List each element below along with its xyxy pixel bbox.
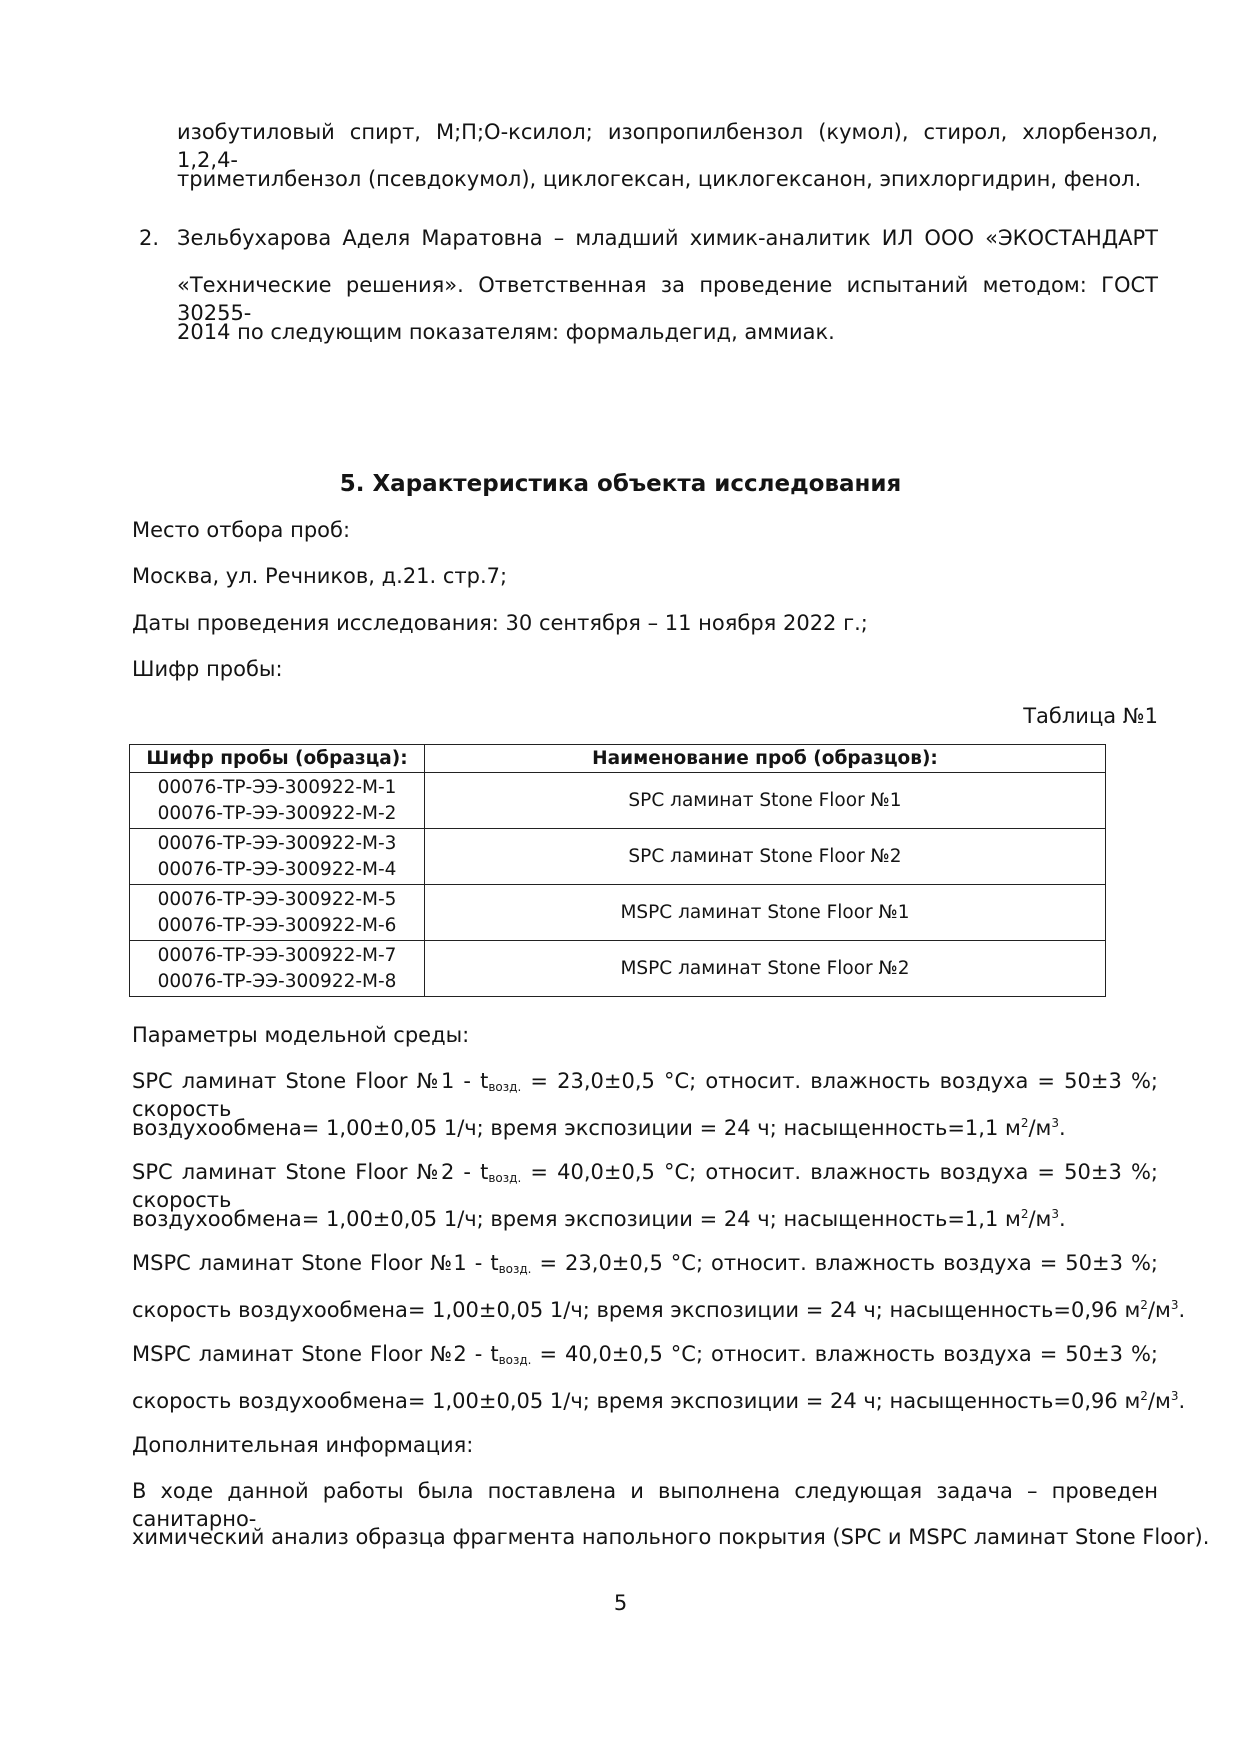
- param-1-line-1: SPC ламинат Stone Floor №1 - $t_{возд.} = 23,0\pm 0,5$ °С; относит. влажность воздуха = 50±3 %; скорость: [132, 1069, 1158, 1121]
- list-item-2-line-3: 2014 по следующим показателям: формальдегид, аммиак.: [177, 320, 835, 344]
- list-item-1-continuation-line-2: триметилбензол (псевдокумол), циклогексан, циклогексанон, эпихлоргидрин, фенол.: [177, 167, 1142, 191]
- sample-code: 00076-ТР-ЭЭ-300922-М-4: [157, 858, 397, 880]
- sample-codes-cell: [130, 941, 425, 997]
- place-value: Москва, ул. Речников, д.21. стр.7;: [132, 564, 508, 588]
- sample-name: MSPC ламинат Stone Floor №2: [425, 941, 1106, 997]
- table-row: [130, 773, 1106, 829]
- sample-code: 00076-ТР-ЭЭ-300922-М-8: [157, 970, 397, 992]
- param-1-line-2: воздухообмена= 1,00±0,05 1/ч; время экспозиции = 24 ч; насыщенность=1,1 $м^2/м^3$.: [132, 1116, 1066, 1140]
- samples-table: [129, 744, 1106, 997]
- research-dates: Даты проведения исследования: 30 сентября – 11 ноября 2022 г.;: [132, 611, 868, 635]
- param-3-line-2: скорость воздухообмена= 1,00±0,05 1/ч; время экспозиции = 24 ч; насыщенность=0,96 $м^2/м^3$.: [132, 1298, 1186, 1322]
- list-item-2-number: 2.: [139, 226, 160, 250]
- sample-code: 00076-ТР-ЭЭ-300922-М-6: [157, 914, 397, 936]
- list-item-2-line-2: «Технические решения». Ответственная за проведение испытаний методом: ГОСТ 30255-: [177, 273, 1158, 325]
- extra-info-line-2: химический анализ образца фрагмента напольного покрытия (SPC и MSPC ламинат Stone Floor).: [132, 1525, 1210, 1549]
- page-number: 5: [613, 1591, 628, 1615]
- sample-code: 00076-ТР-ЭЭ-300922-М-2: [157, 802, 397, 824]
- table-row: [130, 829, 1106, 885]
- param-4-line-2: скорость воздухообмена= 1,00±0,05 1/ч; время экспозиции = 24 ч; насыщенность=0,96 $м^2/м^3$.: [132, 1389, 1186, 1413]
- sample-code: 00076-ТР-ЭЭ-300922-М-1: [157, 776, 397, 798]
- extra-info-label: Дополнительная информация:: [132, 1433, 474, 1457]
- place-label: Место отбора проб:: [132, 518, 351, 542]
- sample-name: SPC ламинат Stone Floor №1: [425, 773, 1106, 829]
- table-row: [130, 885, 1106, 941]
- sample-code: 00076-ТР-ЭЭ-300922-М-7: [157, 944, 397, 966]
- param-3-line-1: MSPC ламинат Stone Floor №1 - $t_{возд.} = 23,0\pm 0,5$ °С; относит. влажность воздуха = 50±3 %;: [132, 1251, 1158, 1276]
- cipher-label: Шифр пробы:: [132, 657, 283, 681]
- sample-codes-cell: [130, 773, 425, 829]
- list-item-1-continuation-line-1: изобутиловый спирт, М;П;О-ксилол; изопропилбензол (кумол), стирол, хлорбензол, 1,2,4-: [177, 120, 1158, 172]
- sample-codes-cell: [130, 829, 425, 885]
- param-2-line-1: SPC ламинат Stone Floor №2 - $t_{возд.} = 40,0\pm 0,5$ °С; относит. влажность воздуха = 50±3 %; скорость: [132, 1160, 1158, 1212]
- sample-name: SPC ламинат Stone Floor №2: [425, 829, 1106, 885]
- sample-code: 00076-ТР-ЭЭ-300922-М-5: [157, 888, 397, 910]
- sample-codes-cell: [130, 885, 425, 941]
- table-caption: Таблица №1: [1023, 704, 1158, 728]
- list-item-2-line-1: Зельбухарова Аделя Маратовна – младший химик-аналитик ИЛ ООО «ЭКОСТАНДАРТ: [177, 226, 1158, 250]
- param-2-line-2: воздухообмена= 1,00±0,05 1/ч; время экспозиции = 24 ч; насыщенность=1,1 $м^2/м^3$.: [132, 1207, 1066, 1231]
- param-4-line-1: MSPC ламинат Stone Floor №2 - $t_{возд.} = 40,0\pm 0,5$ °С; относит. влажность воздуха = 50±3 %;: [132, 1342, 1158, 1367]
- params-label: Параметры модельной среды:: [132, 1023, 470, 1047]
- header-sample-name: Наименование проб (образцов):: [425, 745, 1106, 773]
- sample-code: 00076-ТР-ЭЭ-300922-М-3: [157, 832, 397, 854]
- table-row: [130, 941, 1106, 997]
- header-sample-code: Шифр пробы (образца):: [130, 745, 425, 773]
- extra-info-line-1: В ходе данной работы была поставлена и выполнена следующая задача – проведен санитарно-: [132, 1479, 1158, 1531]
- section-heading: 5. Характеристика объекта исследования: [339, 471, 902, 497]
- table-header-row: [130, 745, 1106, 773]
- sample-name: MSPC ламинат Stone Floor №1: [425, 885, 1106, 941]
